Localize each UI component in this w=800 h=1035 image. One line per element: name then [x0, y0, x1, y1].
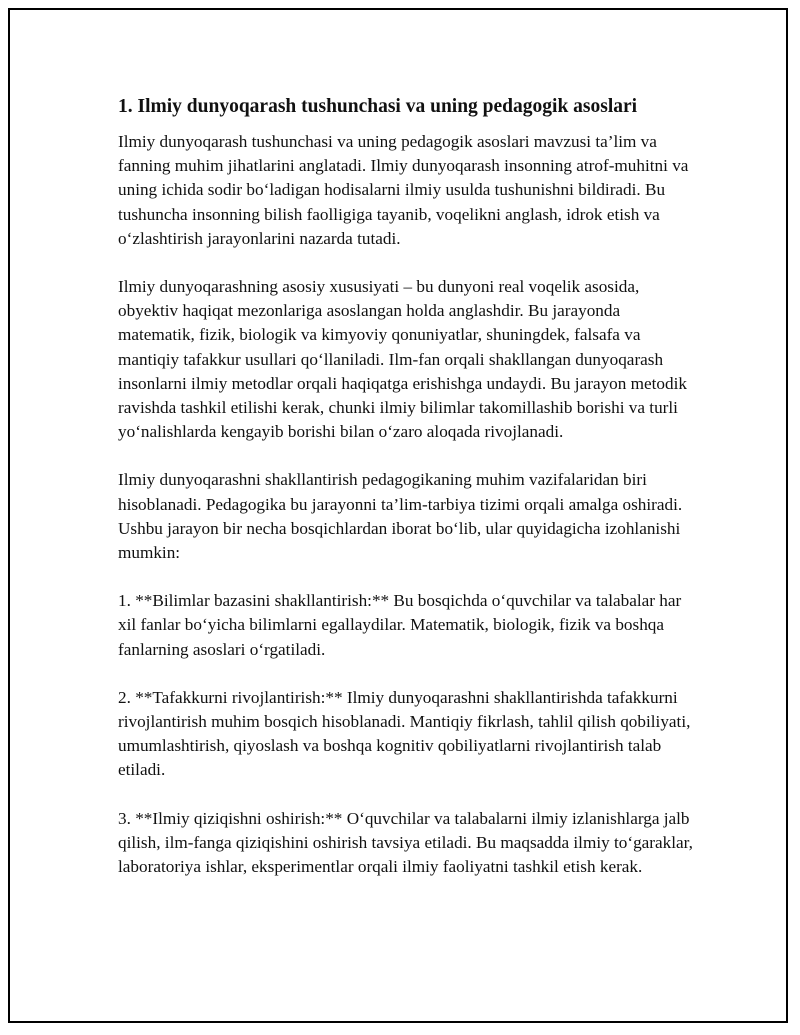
list-item-thinking: 2. **Tafakkurni rivojlantirish:** Ilmiy dunyoqarashni shakllantirishda tafakkurni rivojlantirish muhim bosqich hisoblanadi. Mantiqiy fikrlash, tahlil qilish qobiliyati, umumlashtirish, qiyoslash va boshqa kognitiv qobiliyatlarni rivojlantirish talab etiladi.	[118, 687, 691, 780]
paragraph-intro: Ilmiy dunyoqarash tushunchasi va uning pedagogik asoslari mavzusi ta’lim va fanning muhim jihatlarini anglatadi. Ilmiy dunyoqarash insonning atrof-muhitni va uning ichida sodir bo‘ladigan hodisalarni ilmiy usulda tushunishni bildiradi. Bu tushuncha insonning bilish faolligiga tayanib, voqelikni anglash, idrok etish va o‘zlashtirish jarayonlarini nazarda tutadi.	[118, 132, 689, 248]
document-body	[118, 94, 698, 879]
list-item-interest: 3. **Ilmiy qiziqishni oshirish:** O‘quvchilar va talabalarni ilmiy izlanishlarga jalb qilish, ilm-fanga qiziqishini oshirish tavsiya etiladi. Bu maqsadda ilmiy to‘garaklar, laboratoriya ishlar, eksperimentlar orqali ilmiy faoliyatni tashkil etish kerak.	[118, 808, 693, 877]
list-item-knowledge-base: 1. **Bilimlar bazasini shakllantirish:** Bu bosqichda o‘quvchilar va talabalar har xil fanlar bo‘yicha bilimlarni egallaydilar. Matematik, biologik, fizik va boshqa fanlarning asoslari o‘rgatiladi.	[118, 591, 682, 659]
section-heading: 1. Ilmiy dunyoqarash tushunchasi va uning pedagogik asoslari	[118, 96, 638, 117]
paragraph-pedagogy: Ilmiy dunyoqarashni shakllantirish pedagogikaning muhim vazifalaridan biri hisoblanadi. Pedagogika bu jarayonni ta’lim-tarbiya tizimi orqali amalga oshiradi. Ushbu jarayon bir necha bosqichlardan iborat bo‘lib, ular quyidagicha izohlanishi mumkin:	[118, 470, 683, 563]
paragraph-features: Ilmiy dunyoqarashning asosiy xususiyati – bu dunyoni real voqelik asosida, obyektiv haqiqat mezonlariga asoslangan holda anglashdir. Bu jarayonda matematik, fizik, biologik va kimyoviy qonuniyatlar, shuningdek, falsafa va mantiqiy tafakkur usullari qo‘llaniladi. Ilm-fan orqali shakllangan dunyoqarash insonlarni ilmiy metodlar orqali haqiqatga erishishga undaydi. Bu jarayon metodik ravishda tashkil etilishi kerak, chunki ilmiy bilimlar takomillashib borishi va turli yo‘nalishlarda kengayib borishi bilan o‘zaro aloqada rivojlanadi.	[118, 277, 687, 442]
